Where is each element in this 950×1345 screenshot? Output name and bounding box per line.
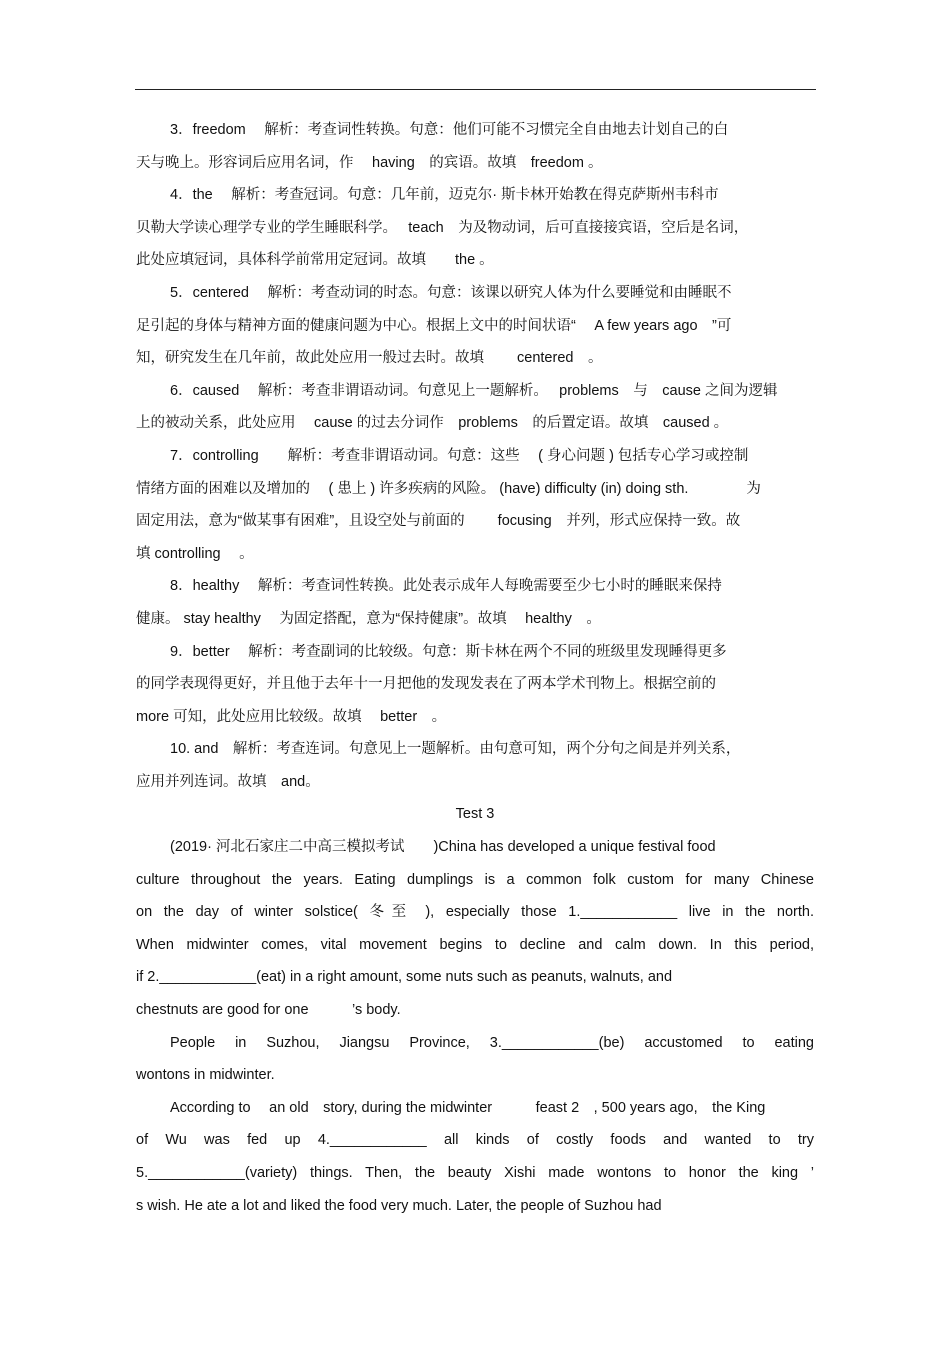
answer-5-line-2: 足引起的身体与精神方面的健康问题为中心。根据上文中的时间状语“ A few years ago ”可	[136, 317, 732, 334]
answer-9-line-2: 的同学表现得更好，并且他于去年十一月把他的发现发表在了两本学术刊物上。根据空前的	[136, 676, 716, 693]
answer-5-line-1: 5．centered 解析：考查动词的时态。句意：该课以研究人体为什么要睡觉和由睡眠不	[170, 284, 732, 301]
passage-p1-line-2: culture throughout the years. Eating dumplings is a common folk custom for many Chinese	[136, 871, 814, 888]
passage-p2-line-2: wontons in midwinter.	[136, 1067, 275, 1084]
answer-8-line-2: 健康。 stay healthy 为固定搭配，意为“保持健康”。故填 healthy 。	[136, 610, 601, 627]
document-body	[136, 114, 814, 1222]
answer-4-line-1: 4．the 解析：考查冠词。句意：几年前，迈克尔· 斯卡林开始教在得克萨斯州韦科市	[170, 187, 719, 204]
answer-7-line-1: 7．controlling 解析：考查非谓语动词。句意：这些 ( 身心问题 ) 包括专心学习或控制	[170, 447, 749, 464]
answer-4-line-3: 此处应填冠词，具体科学前常用定冠词。故填 the 。	[136, 252, 494, 269]
answer-9-line-3: more 可知，此处应用比较级。故填 better 。	[136, 708, 447, 725]
answer-9-line-1: 9．better 解析：考查副词的比较级。句意：斯卡林在两个不同的班级里发现睡得更多	[170, 643, 727, 660]
passage-p1-line-6: chestnuts are good for one ’s body.	[136, 1002, 401, 1019]
passage-p1-line-1: (2019· 河北石家庄二中高三模拟考试 )China has developed a unique festival food	[170, 839, 716, 856]
answer-4-line-2: 贝勒大学读心理学专业的学生睡眠科学。 teach 为及物动词，后可直接接宾语，空后是名词，	[136, 219, 749, 236]
answer-7-line-2: 情绪方面的困难以及增加的 ( 患上 ) 许多疾病的风险。 (have) difficulty (in) doing sth. 为	[136, 480, 761, 497]
passage-p1-line-5: if 2.____________(eat) in a right amount, some nuts such as peanuts, walnuts, and	[136, 969, 673, 986]
passage-p1-line-4: When midwinter comes, vital movement begins to decline and calm down. In this period,	[136, 936, 814, 953]
answer-10-line-1: 10. and 解析：考查连词。句意见上一题解析。由句意可知，两个分句之间是并列关系，	[170, 741, 741, 758]
passage-p2-line-1: People in Suzhou, Jiangsu Province, 3.____________(be) accustomed to eating	[170, 1034, 814, 1051]
passage-p3-line-1: According to an old story, during the midwinter feast 2 , 500 years ago, the King	[170, 1099, 766, 1116]
answer-3-line-1: 3．freedom 解析：考查词性转换。句意：他们可能不习惯完全自由地去计划自己的白	[170, 122, 729, 138]
answer-7-line-3: 固定用法，意为“做某事有困难”，且设空处与前面的 focusing 并列，形式应保持一致。故	[136, 513, 741, 530]
answer-5-line-3: 知，研究发生在几年前，故此处应用一般过去时。故填 centered 。	[136, 350, 603, 367]
header-rule	[135, 89, 816, 90]
answer-7-line-4: 填 controlling 。	[136, 545, 254, 562]
section-title: Test 3	[455, 806, 495, 823]
passage-p1-line-3: on the day of winter solstice( 冬至 ), especially those 1.____________ live in the north.	[136, 904, 814, 921]
answer-6-line-1: 6．caused 解析：考查非谓语动词。句意见上一题解析。 problems 与 cause 之间为逻辑	[170, 382, 778, 399]
answer-8-line-1: 8．healthy 解析：考查词性转换。此处表示成年人每晚需要至少七小时的睡眠来保持	[170, 578, 722, 595]
passage-p3-line-4: s wish. He ate a lot and liked the food very much. Later, the people of Suzhou had	[136, 1197, 662, 1214]
answer-3-line-2: 天与晚上。形容词后应用名词，作 having 的宾语。故填 freedom 。	[136, 154, 603, 171]
passage-p3-line-3: 5.____________(variety) things. Then, the beauty Xishi made wontons to honor the king ’	[136, 1165, 814, 1181]
answer-6-line-2: 上的被动关系，此处应用 cause 的过去分词作 problems 的后置定语。故填 caused 。	[136, 415, 729, 432]
answer-10-line-2: 应用并列连词。故填 and。	[136, 773, 320, 790]
passage-p3-line-2: of Wu was fed up 4.____________ all kinds of costly foods and wanted to try	[136, 1132, 814, 1149]
